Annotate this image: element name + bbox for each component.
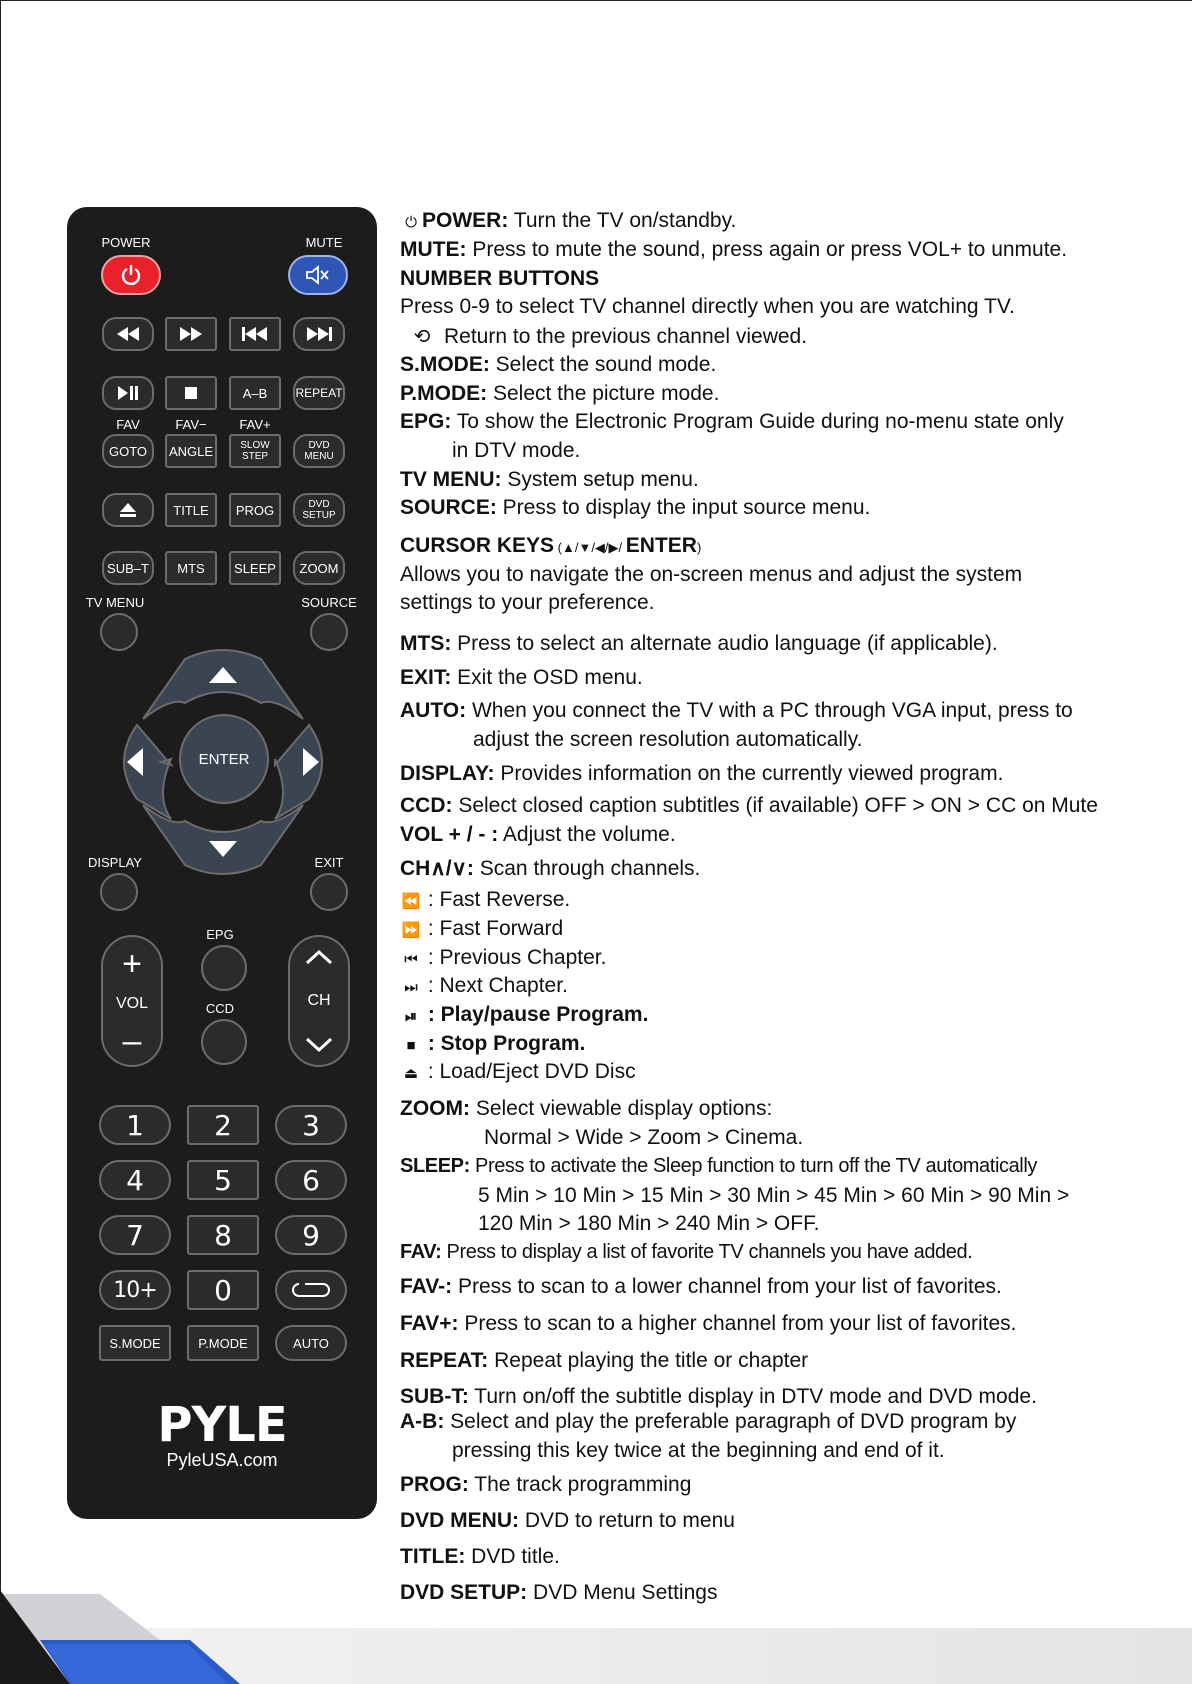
auto-desc: AUTO: When you connect the TV with a PC through VGA input, press to — [400, 699, 1073, 722]
previous-chapter-icon — [241, 327, 269, 341]
display-label: DISPLAY — [88, 855, 142, 870]
title-button[interactable]: TITLE — [165, 493, 217, 527]
number-2-button[interactable]: 2 — [187, 1105, 259, 1145]
previous-chapter-desc: ⏮ : Previous Chapter. — [400, 946, 606, 970]
next-chapter-icon — [305, 327, 333, 341]
number-5-button[interactable]: 5 — [187, 1160, 259, 1200]
zoom-desc-cont: Normal > Wide > Zoom > Cinema. — [484, 1126, 804, 1149]
sub-t-button[interactable]: SUB–T — [102, 551, 154, 585]
mute-button[interactable] — [288, 255, 348, 295]
volume-up-icon[interactable]: + — [122, 945, 142, 983]
mute-desc: MUTE: Press to mute the sound, press again or press VOL+ to unmute. — [400, 238, 1068, 261]
power-label: POWER — [101, 235, 151, 250]
zoom-button[interactable]: ZOOM — [293, 551, 345, 585]
tv-menu-label: TV MENU — [85, 595, 145, 610]
next-chapter-button[interactable] — [293, 317, 345, 351]
number-7-button[interactable]: 7 — [99, 1215, 171, 1255]
play-pause-desc: ⏯ : Play/pause Program. — [400, 1003, 648, 1027]
source-desc: SOURCE: Press to display the input source menu. — [400, 496, 871, 519]
auto-desc-cont: adjust the screen resolution automatically. — [473, 728, 863, 751]
previous-chapter-icon: ⏮ — [404, 951, 418, 968]
sleep-button[interactable]: SLEEP — [229, 551, 281, 585]
epg-desc: EPG: To show the Electronic Program Guide during no-menu state only — [400, 410, 1064, 433]
fav-desc: FAV: Press to display a list of favorite TV channels you have added. — [400, 1241, 973, 1263]
angle-button[interactable]: ANGLE — [165, 434, 217, 468]
fast-reverse-icon: ⏪ — [401, 893, 421, 910]
smode-desc: S.MODE: Select the sound mode. — [400, 353, 717, 376]
number-6-button[interactable]: 6 — [275, 1160, 347, 1200]
power-icon: ⏻ — [405, 214, 417, 231]
p-mode-button[interactable]: P.MODE — [187, 1325, 259, 1361]
exit-label: EXIT — [314, 855, 344, 870]
previous-chapter-button[interactable] — [229, 317, 281, 351]
power-desc: ⏻ POWER: Turn the TV on/standby. — [400, 209, 736, 233]
stop-desc: ■ : Stop Program. — [400, 1032, 585, 1056]
repeat-desc: REPEAT: Repeat playing the title or chapter — [400, 1349, 809, 1372]
fast-forward-desc: ⏩ : Fast Forward — [401, 917, 564, 940]
sub-t-desc: SUB-T: Turn on/off the subtitle display in DTV mode and DVD mode. — [400, 1385, 1037, 1408]
recall-icon: ⟲ — [413, 326, 431, 348]
stop-icon: ■ — [406, 1037, 416, 1054]
channel-rocker[interactable] — [288, 935, 350, 1067]
fav-plus-label: FAV+ — [239, 417, 271, 432]
volume-rocker[interactable] — [101, 935, 163, 1067]
number-1-button[interactable]: 1 — [99, 1105, 171, 1145]
ch-label: CH — [307, 992, 331, 1009]
tvmenu-desc: TV MENU: System setup menu. — [400, 468, 699, 491]
fav-minus-label: FAV− — [175, 417, 207, 432]
mute-icon — [305, 264, 331, 286]
display-button[interactable] — [100, 873, 138, 911]
number-3-button[interactable]: 3 — [275, 1105, 347, 1145]
slow-step-button[interactable]: SLOW STEP — [229, 434, 281, 468]
exit-button[interactable] — [310, 873, 348, 911]
stop-icon — [184, 386, 198, 400]
ab-desc-cont: pressing this key twice at the beginning and end of it. — [452, 1439, 945, 1462]
number-4-button[interactable]: 4 — [99, 1160, 171, 1200]
s-mode-button[interactable]: S.MODE — [99, 1325, 171, 1361]
epg-button[interactable] — [201, 945, 247, 991]
fav-label: FAV — [116, 417, 140, 432]
play-pause-icon: ⏯ — [404, 1008, 417, 1025]
cursor-keys-heading: CURSOR KEYS (▲/▼/◀/▶/ ENTER) — [400, 534, 702, 557]
stop-button[interactable] — [165, 376, 217, 410]
recall-icon — [291, 1281, 331, 1299]
number-buttons-heading: NUMBER BUTTONS — [400, 267, 600, 290]
corner-graphic — [0, 1590, 260, 1684]
cursor-left-button[interactable] — [124, 725, 171, 819]
source-label: SOURCE — [301, 595, 357, 610]
volume-down-icon[interactable]: – — [122, 1022, 142, 1060]
prog-desc: PROG: The track programming — [400, 1473, 692, 1496]
eject-icon — [119, 502, 137, 518]
display-desc: DISPLAY: Provides information on the currently viewed program. — [400, 762, 1004, 785]
fast-forward-button[interactable] — [165, 317, 217, 351]
channel-down-icon[interactable] — [305, 1037, 333, 1053]
dvd-menu-button[interactable]: DVD MENU — [293, 434, 345, 468]
repeat-button[interactable]: REPEAT — [293, 376, 345, 410]
ccd-button[interactable] — [201, 1019, 247, 1065]
eject-icon: ⏏ — [403, 1065, 419, 1082]
number-9-button[interactable]: 9 — [275, 1215, 347, 1255]
brand-url: PyleUSA.com — [166, 1450, 278, 1470]
mute-label: MUTE — [305, 235, 343, 250]
sleep-desc-cont2: 120 Min > 180 Min > 240 Min > OFF. — [478, 1212, 820, 1235]
remote-control — [67, 207, 377, 1519]
ab-desc: A-B: Select and play the preferable paragraph of DVD program by — [400, 1410, 1017, 1433]
number-8-button[interactable]: 8 — [187, 1215, 259, 1255]
fast-forward-icon: ⏩ — [401, 922, 421, 939]
number-10-plus-button[interactable]: 10+ — [99, 1270, 171, 1310]
vol-label: VOL — [115, 995, 148, 1012]
eject-desc: ⏏ : Load/Eject DVD Disc — [400, 1060, 636, 1084]
mts-button[interactable]: MTS — [165, 551, 217, 585]
return-desc: ⟲ Return to the previous channel viewed. — [400, 324, 807, 349]
ccd-desc: CCD: Select closed caption subtitles (if available) OFF > ON > CC on Mute — [400, 794, 1098, 817]
auto-button[interactable]: AUTO — [275, 1325, 347, 1361]
next-chapter-icon: ⏭ — [404, 979, 418, 996]
epg-desc-cont: in DTV mode. — [452, 439, 581, 462]
next-chapter-desc: ⏭ : Next Chapter. — [400, 974, 568, 998]
tv-menu-button[interactable] — [100, 613, 138, 651]
mts-desc: MTS: Press to select an alternate audio language (if applicable). — [400, 632, 998, 655]
pmode-desc: P.MODE: Select the picture mode. — [400, 382, 720, 405]
ch-desc: CH∧/∨: Scan through channels. — [400, 857, 701, 880]
title-desc: TITLE: DVD title. — [400, 1545, 560, 1568]
ab-button[interactable]: A–B — [229, 376, 281, 410]
brand-logo: PYLE — [157, 1397, 287, 1453]
dvd-menu-desc: DVD MENU: DVD to return to menu — [400, 1509, 735, 1532]
enter-button[interactable]: ENTER — [179, 714, 269, 804]
play-pause-button[interactable] — [102, 376, 154, 410]
dvd-setup-button[interactable]: DVD SETUP — [293, 493, 345, 527]
source-button[interactable] — [310, 613, 348, 651]
number-0-button[interactable]: 0 — [187, 1270, 259, 1310]
channel-up-icon[interactable] — [305, 949, 333, 965]
fast-reverse-desc: ⏪ : Fast Reverse. — [401, 888, 571, 911]
cursor-keys-desc-cont: settings to your preference. — [400, 591, 655, 614]
power-icon — [119, 263, 143, 287]
prog-button[interactable]: PROG — [229, 493, 281, 527]
ccd-label: CCD — [205, 1001, 235, 1016]
vol-desc: VOL + / - : Adjust the volume. — [400, 823, 676, 846]
cursor-up-button[interactable] — [143, 650, 303, 719]
epg-label: EPG — [206, 927, 234, 942]
goto-button[interactable]: GOTO — [102, 434, 154, 468]
exit-desc: EXIT: Exit the OSD menu. — [400, 666, 643, 689]
dvd-setup-desc: DVD SETUP: DVD Menu Settings — [400, 1581, 718, 1604]
cursor-right-button[interactable] — [275, 725, 322, 819]
sleep-desc: SLEEP: Press to activate the Sleep function to turn off the TV automatically — [400, 1155, 1037, 1177]
cursor-keys-desc: Allows you to navigate the on-screen menus and adjust the system — [400, 563, 1023, 586]
fast-reverse-button[interactable] — [102, 317, 154, 351]
number-buttons-desc: Press 0-9 to select TV channel directly when you are watching TV. — [400, 295, 1015, 318]
zoom-desc: ZOOM: Select viewable display options: — [400, 1097, 773, 1120]
recall-button[interactable] — [275, 1270, 347, 1310]
power-button[interactable] — [101, 255, 161, 295]
sleep-desc-cont: 5 Min > 10 Min > 15 Min > 30 Min > 45 Min > 60 Min > 90 Min > — [478, 1184, 1070, 1207]
fav-plus-desc: FAV+: Press to scan to a higher channel from your list of favorites. — [400, 1312, 1017, 1335]
fast-forward-icon — [178, 327, 204, 341]
fav-minus-desc: FAV-: Press to scan to a lower channel from your list of favorites. — [400, 1275, 1002, 1298]
fast-reverse-icon — [115, 327, 141, 341]
eject-button[interactable] — [102, 493, 154, 527]
play-pause-icon — [116, 386, 140, 400]
